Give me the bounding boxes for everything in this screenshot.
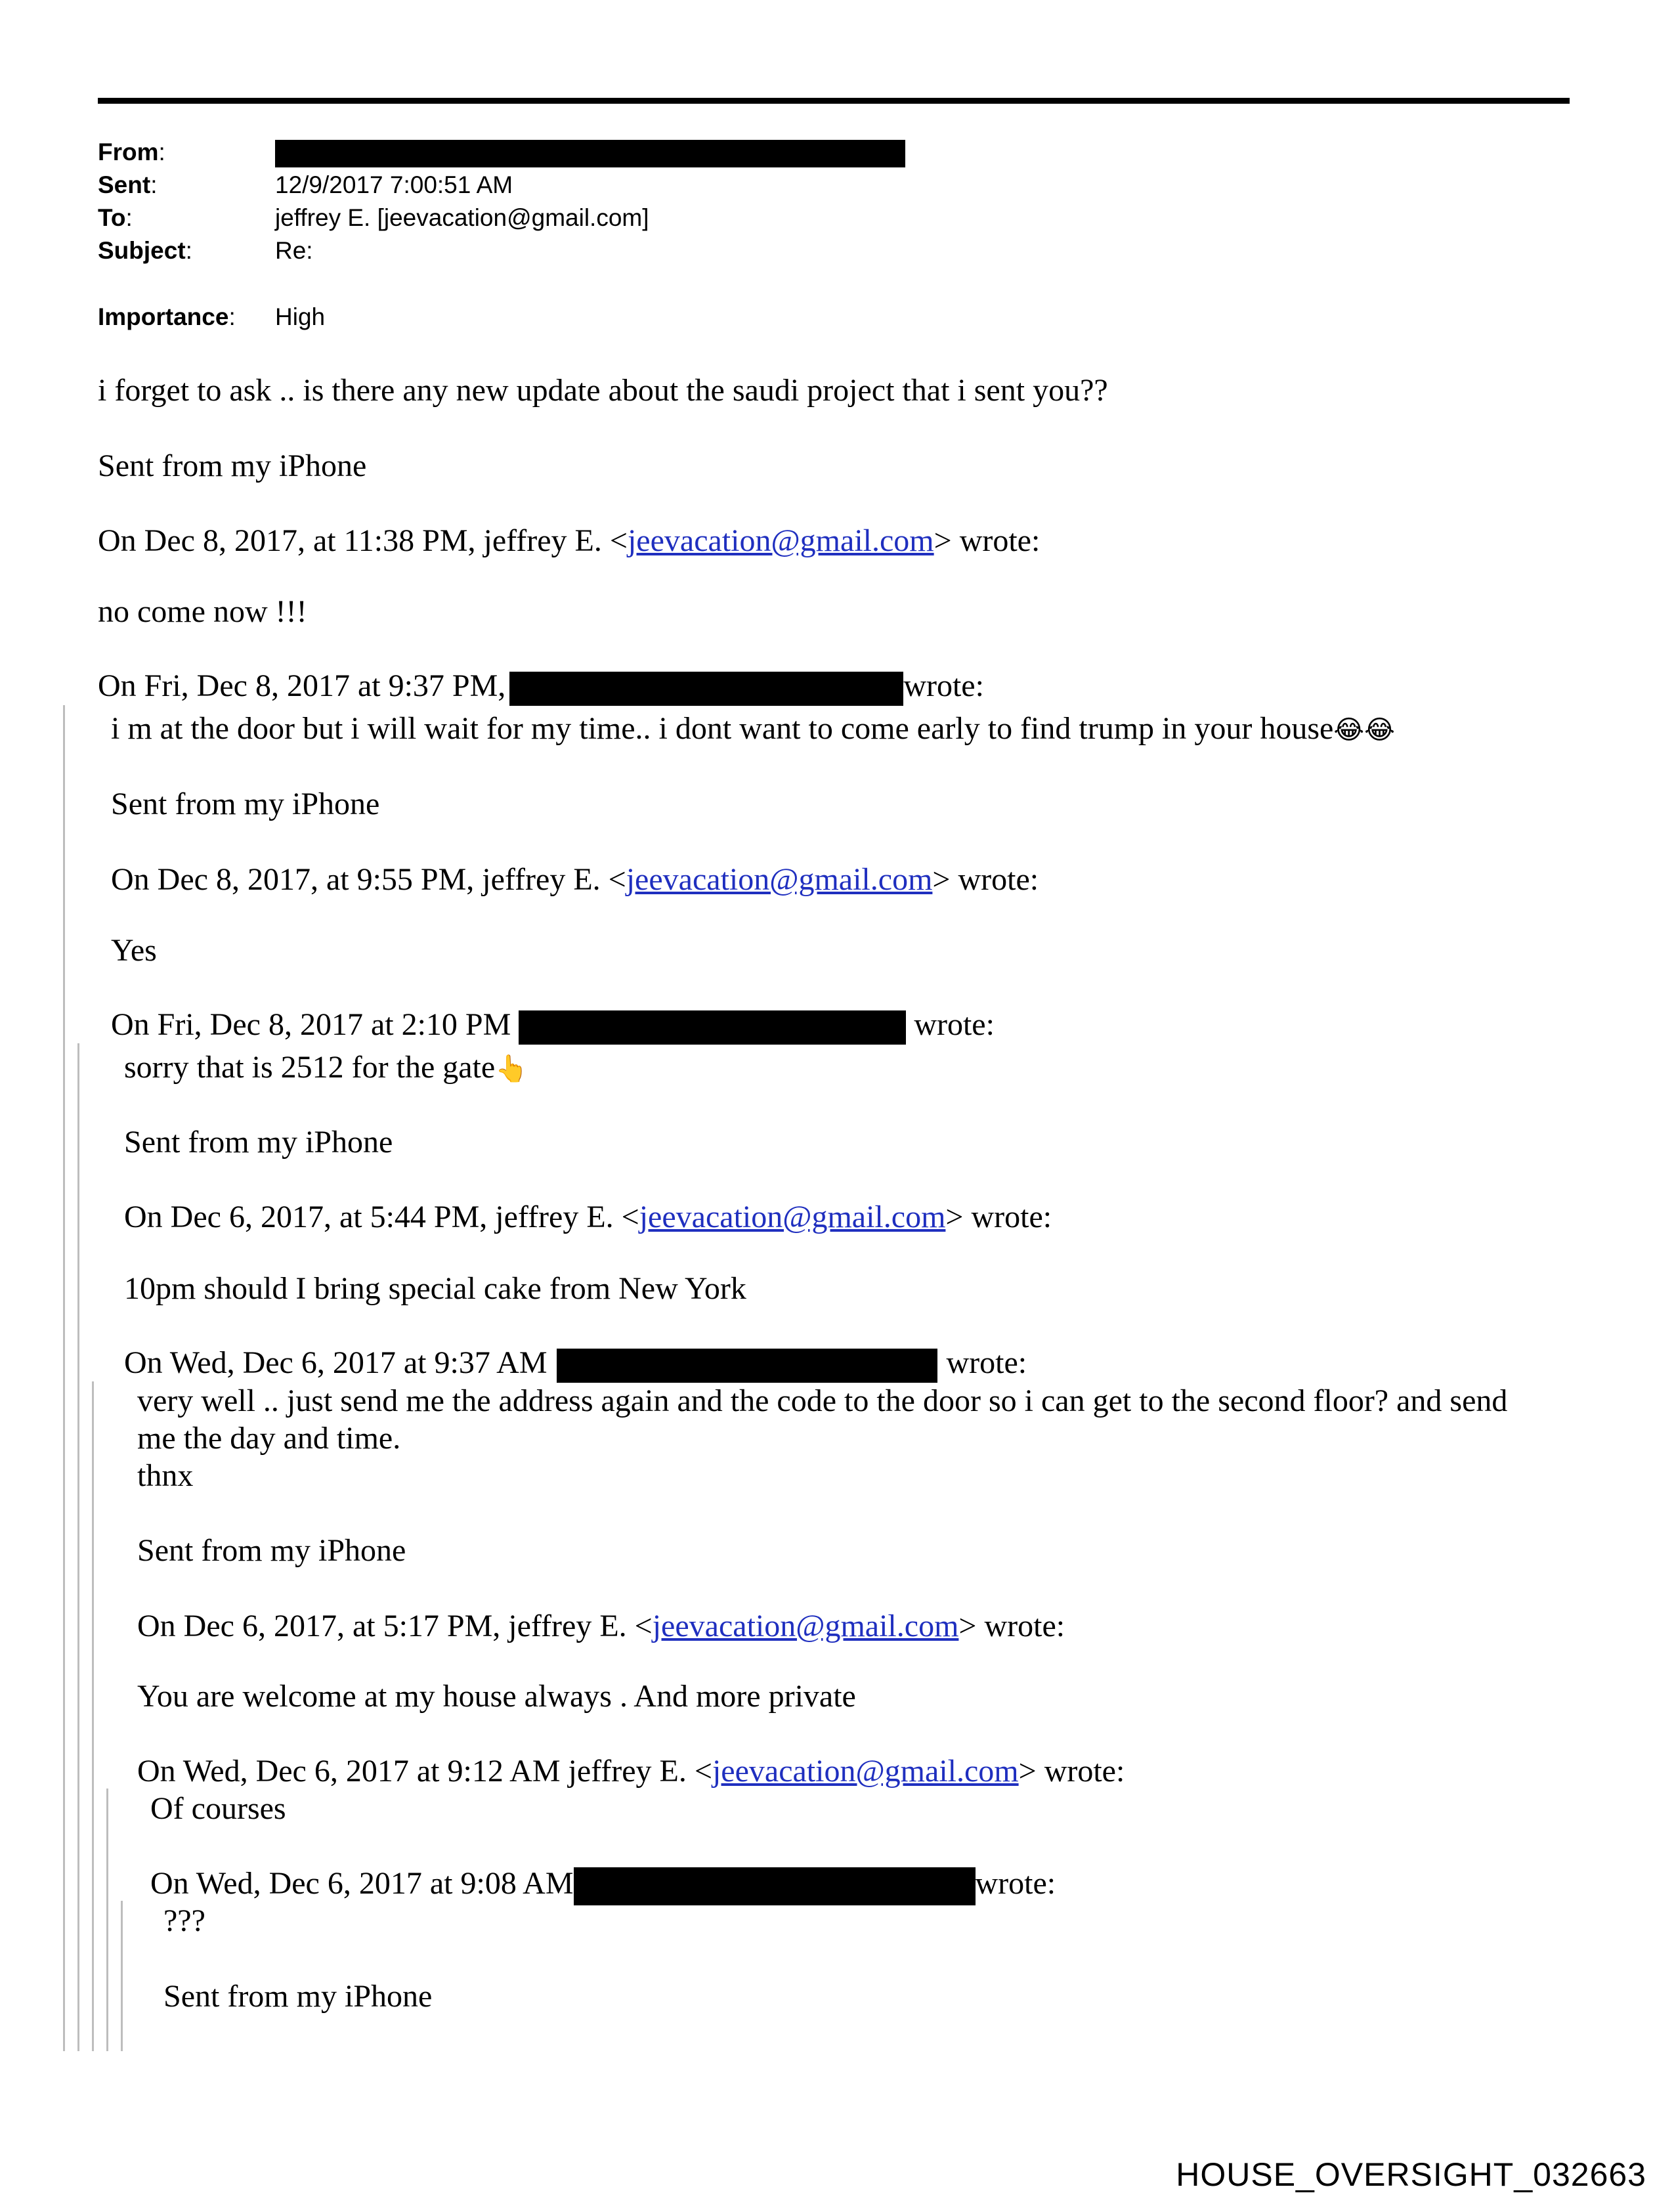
message-body: no come now !!!: [98, 594, 307, 629]
signature: Sent from my iPhone: [98, 448, 367, 483]
laughing-emoji-icon: 😂😂: [1333, 715, 1395, 745]
message-body-line: thnx: [137, 1458, 194, 1493]
redaction-block: [275, 140, 587, 167]
importance-label: Importance: [98, 303, 229, 330]
quote-bar: [92, 1381, 94, 2051]
reply-intro: On Wed, Dec 6, 2017 at 9:37 AM wrote:: [124, 1344, 1027, 1383]
email-link[interactable]: jeevacation@gmail.com: [627, 523, 934, 558]
message-body: You are welcome at my house always . And more private: [137, 1679, 856, 1714]
message-body: Of courses: [150, 1791, 286, 1826]
reply-intro: On Fri, Dec 8, 2017 at 2:10 PM wrote:: [111, 1006, 995, 1045]
email-link[interactable]: jeevacation@gmail.com: [639, 1200, 946, 1234]
sent-value: 12/9/2017 7:00:51 AM: [275, 171, 513, 198]
message-body: Yes: [111, 933, 157, 968]
signature: Sent from my iPhone: [111, 787, 380, 821]
reply-intro: On Fri, Dec 8, 2017 at 9:37 PM, wrote:: [98, 667, 984, 706]
to-label: To: [98, 204, 126, 231]
subject-label: Subject: [98, 237, 186, 264]
reply-intro: On Dec 8, 2017, at 11:38 PM, jeffrey E. <jeevacation@gmail.com> wrote:: [98, 523, 1041, 558]
redaction-block: [574, 1867, 976, 1905]
message-body-line: me the day and time.: [137, 1421, 401, 1456]
redaction-block: [587, 140, 905, 167]
email-link[interactable]: jeevacation@gmail.com: [652, 1609, 959, 1643]
message-body-line: very well .. just send me the address again and the code to the door so i can get to the second floor? and send: [137, 1383, 1508, 1418]
redaction-block: [557, 1349, 937, 1383]
to-value: jeffrey E. [jeevacation@gmail.com]: [275, 204, 649, 231]
reply-intro: On Dec 6, 2017, at 5:44 PM, jeffrey E. <jeevacation@gmail.com> wrote:: [124, 1200, 1052, 1234]
message-body: sorry that is 2512 for the gate👆: [124, 1050, 528, 1085]
reply-intro: On Wed, Dec 6, 2017 at 9:12 AM jeffrey E. <jeevacation@gmail.com> wrote:: [137, 1754, 1125, 1789]
quote-bar: [121, 1901, 123, 2051]
redaction-block: [519, 1010, 906, 1045]
email-link[interactable]: jeevacation@gmail.com: [712, 1754, 1019, 1789]
reply-intro: On Wed, Dec 6, 2017 at 9:08 AM wrote:: [150, 1865, 1056, 1905]
message-body: ???: [163, 1903, 205, 1938]
quote-bar: [106, 1789, 108, 2051]
subject-value: Re:: [275, 237, 313, 264]
email-link[interactable]: jeevacation@gmail.com: [626, 862, 933, 897]
quote-bar: [63, 705, 65, 2051]
message-body: 10pm should I bring special cake from New York: [124, 1271, 746, 1306]
importance-value: High: [275, 303, 326, 330]
message-body: i forget to ask .. is there any new update about the saudi project that i sent you??: [98, 373, 1108, 408]
top-rule: [98, 98, 1570, 104]
signature: Sent from my iPhone: [124, 1125, 393, 1160]
reply-intro: On Dec 6, 2017, at 5:17 PM, jeffrey E. <jeevacation@gmail.com> wrote:: [137, 1609, 1065, 1643]
reply-intro: On Dec 8, 2017, at 9:55 PM, jeffrey E. <jeevacation@gmail.com> wrote:: [111, 862, 1039, 897]
from-label: From: [98, 139, 159, 165]
bates-number: HOUSE_OVERSIGHT_032663: [1176, 2156, 1646, 2193]
quote-bar: [77, 1043, 79, 2051]
signature: Sent from my iPhone: [163, 1979, 433, 2014]
signature: Sent from my iPhone: [137, 1533, 406, 1568]
message-body: i m at the door but i will wait for my time.. i dont want to come early to find trump in your house😂😂: [111, 711, 1395, 746]
sent-label: Sent: [98, 171, 151, 198]
pointing-up-emoji-icon: 👆: [495, 1054, 528, 1084]
redaction-block: [509, 672, 903, 706]
